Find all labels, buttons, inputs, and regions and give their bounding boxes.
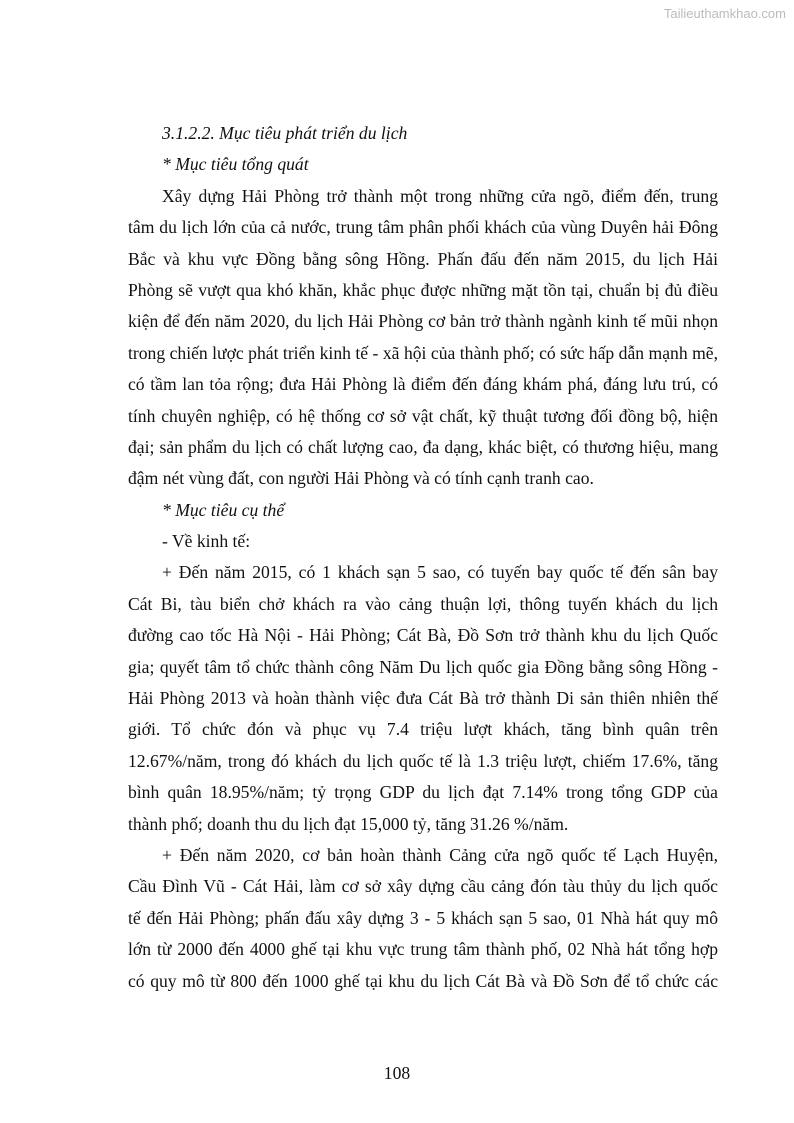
economy-label: - Về kinh tế: xyxy=(162,531,251,552)
paragraph-line: kiện để đến năm 2020, du lịch Hải Phòng cơ bản trở thành ngành kinh tế mũi nhọn xyxy=(128,311,718,332)
paragraph-2020-goals xyxy=(128,840,718,997)
paragraph-line: thành phố; doanh thu du lịch đạt 15,000 tỷ, tăng 31.26 %/năm. xyxy=(128,813,569,834)
paragraph-general-goal xyxy=(128,181,718,495)
paragraph-line: Phòng sẽ vượt qua khó khăn, khắc phục được những mặt tồn tại, chuẩn bị đủ điều xyxy=(128,279,718,300)
paragraph-line: Xây dựng Hải Phòng trở thành một trong những cửa ngõ, điểm đến, trung xyxy=(162,185,718,206)
paragraph-line: + Đến năm 2015, có 1 khách sạn 5 sao, có tuyến bay quốc tế đến sân bay xyxy=(162,562,718,583)
paragraph-line: tính chuyên nghiệp, có hệ thống cơ sở vật chất, kỹ thuật tương đối đồng bộ, hiện xyxy=(128,405,718,426)
paragraph-line: đại; sản phẩm du lịch có chất lượng cao, đa dạng, khác biệt, có thương hiệu, mang xyxy=(128,436,718,457)
paragraph-line: Hải Phòng 2013 và hoàn thành việc đưa Cát Bà trở thành Di sản thiên nhiên thế xyxy=(128,688,718,709)
paragraph-line: Bắc và khu vực Đồng bằng sông Hồng. Phấn đấu đến năm 2015, du lịch Hải xyxy=(128,248,718,269)
paragraph-line: có tầm lan tỏa rộng; đưa Hải Phòng là điểm đến đáng khám phá, đáng lưu trú, có xyxy=(128,374,718,395)
paragraph-line: bình quân 18.95%/năm; tỷ trọng GDP du lịch đạt 7.14% trong tổng GDP của xyxy=(128,782,718,803)
paragraph-line: lớn từ 2000 đến 4000 ghế tại khu vực trung tâm thành phố, 02 Nhà hát tổng hợp xyxy=(128,939,718,960)
paragraph-line: đậm nét vùng đất, con người Hải Phòng và có tính cạnh tranh cao. xyxy=(128,468,594,489)
paragraph-line: 12.67%/năm, trong đó khách du lịch quốc tế là 1.3 triệu lượt, chiếm 17.6%, tăng xyxy=(128,750,718,771)
paragraph-line: trong chiến lược phát triển kinh tế - xã hội của thành phố; có sức hấp dẫn mạnh mẽ, xyxy=(128,342,718,363)
watermark: Tailieuthamkhao.com xyxy=(663,6,786,21)
subheading-general: * Mục tiêu tổng quát xyxy=(162,154,309,175)
paragraph-line: Cát Bi, tàu biển chở khách ra vào cảng thuận lợi, thông tuyến khách du lịch xyxy=(128,593,718,614)
paragraph-line: đường cao tốc Hà Nội - Hải Phòng; Cát Bà, Đồ Sơn trở thành khu du lịch Quốc xyxy=(128,625,718,646)
page-number: 108 xyxy=(383,1063,411,1083)
subheading-specific: * Mục tiêu cụ thể xyxy=(162,499,285,520)
paragraph-line: gia; quyết tâm tổ chức thành công Năm Du lịch quốc gia Đồng bằng sông Hồng - xyxy=(128,656,718,677)
paragraph-2015-goals xyxy=(128,557,718,840)
paragraph-line: + Đến năm 2020, cơ bản hoàn thành Cảng cửa ngõ quốc tế Lạch Huyện, xyxy=(162,844,718,865)
section-heading: 3.1.2.2. Mục tiêu phát triển du lịch xyxy=(162,123,408,143)
paragraph-line: tế đến Hải Phòng; phấn đấu xây dựng 3 - 5 khách sạn 5 sao, 01 Nhà hát quy mô xyxy=(128,907,718,928)
paragraph-line: giới. Tổ chức đón và phục vụ 7.4 triệu lượt khách, tăng bình quân trên xyxy=(128,719,718,740)
paragraph-line: Cầu Đình Vũ - Cát Hải, làm cơ sở xây dựng cầu cảng đón tàu thủy du lịch quốc xyxy=(128,876,718,897)
paragraph-line: tâm du lịch lớn của cả nước, trung tâm phân phối khách của vùng Duyên hải Đông xyxy=(128,217,718,238)
document-body xyxy=(128,118,718,997)
paragraph-line: có quy mô từ 800 đến 1000 ghế tại khu du lịch Cát Bà và Đồ Sơn để tổ chức các xyxy=(128,970,718,991)
